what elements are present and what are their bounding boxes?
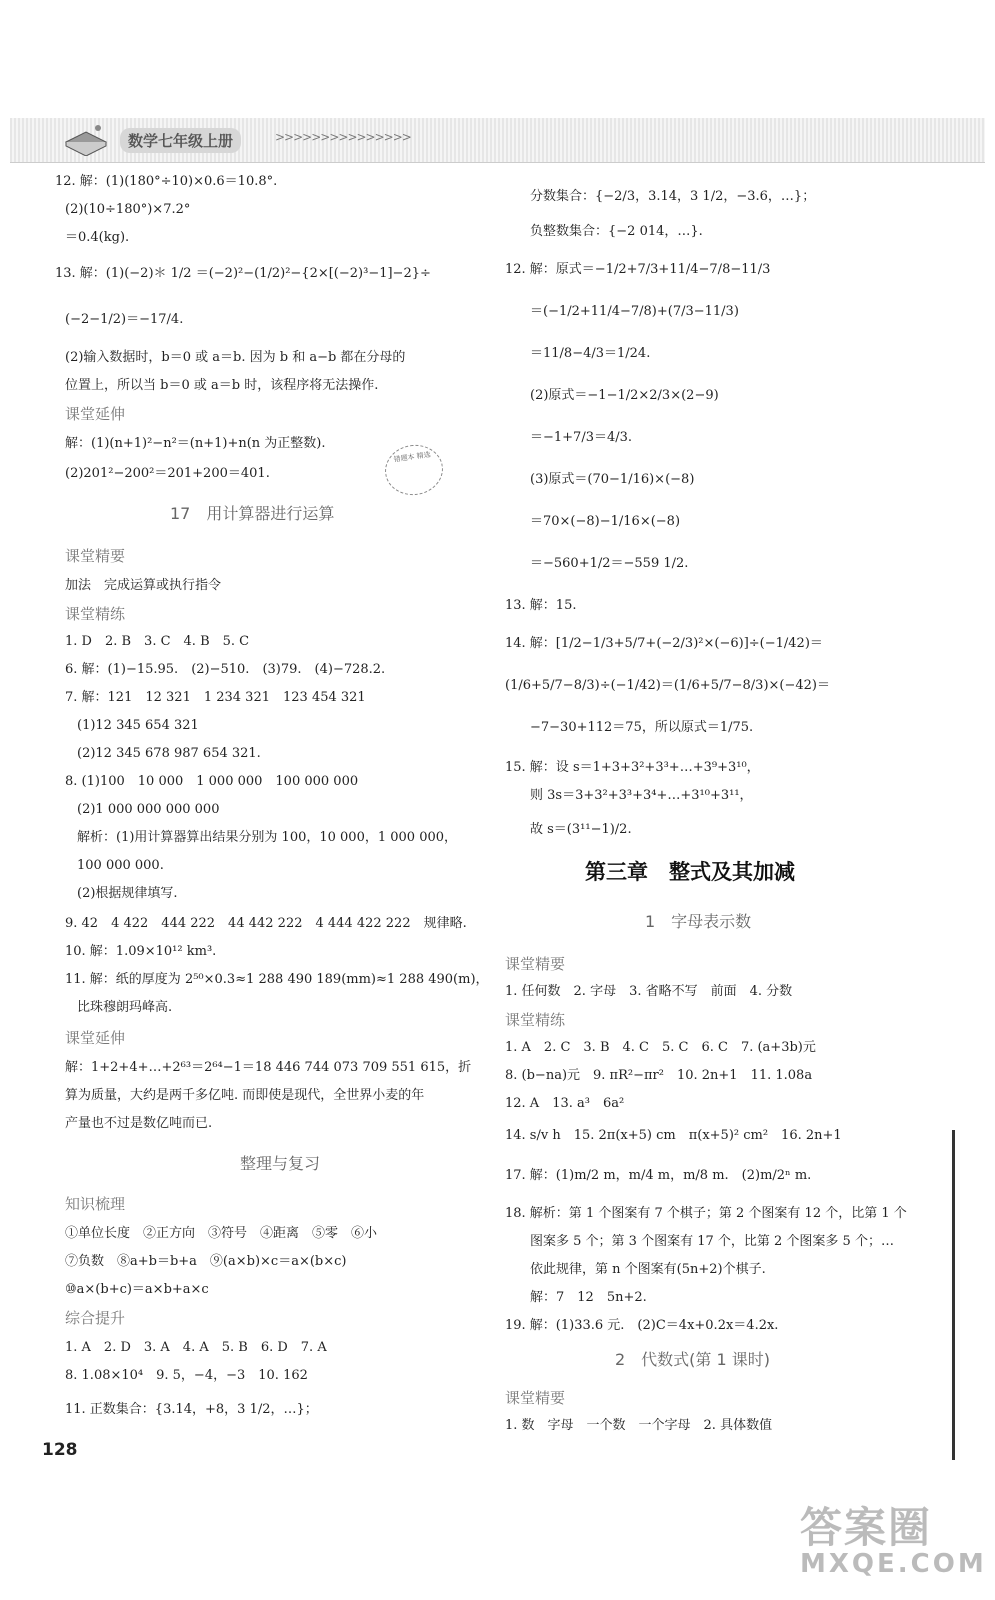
lesson-title: 整理与复习 — [240, 1154, 321, 1173]
section-heading: 课堂延伸 — [65, 1029, 126, 1047]
answer-line: ⑦负数 ⑧a+b＝b+a ⑨(a×b)×c＝a×(b×c) — [65, 1254, 347, 1269]
answer-line: 1. D 2. B 3. C 4. B 5. C — [65, 634, 250, 649]
answer-line: 解析：(1)用计算器算出结果分别为 100，10 000，1 000 000， — [77, 830, 458, 845]
answer-line: 1. 数 字母 一个数 一个字母 2. 具体数值 — [505, 1418, 773, 1433]
answer-line: 13. 解：(1)(−2)＊ 1/2 ＝(−2)²−(1/2)²−{2×[(−2)³−1]−2}÷ — [55, 266, 431, 281]
answer-line: (2)(10÷180°)×7.2° — [65, 202, 191, 217]
answer-line: (2)根据规律填写. — [77, 886, 178, 901]
answer-line: 1. 任何数 2. 字母 3. 省略不写 前面 4. 分数 — [505, 984, 793, 999]
answer-line: 8. (b−na)元 9. πR²−πr² 10. 2n+1 11. 1.08a — [505, 1068, 813, 1083]
answer-line: 产量也不过是数亿吨而已. — [65, 1116, 213, 1131]
lesson-title: 17 用计算器进行运算 — [170, 504, 335, 523]
answer-line: 1. A 2. C 3. B 4. C 5. C 6. C 7. (a+3b)元 — [505, 1040, 816, 1055]
answer-line: ＝−560+1/2＝−559 1/2. — [530, 556, 689, 571]
answer-line: 解：(1)(n+1)²−n²＝(n+1)+n(n 为正整数). — [65, 436, 326, 451]
watermark-url: MXQE.COM — [800, 1549, 987, 1579]
answer-line: 17. 解：(1)m/2 m，m/4 m，m/8 m. (2)m/2ⁿ m. — [505, 1168, 812, 1183]
answer-line: 12. A 13. a³ 6a² — [505, 1096, 625, 1111]
answer-line: 算为质量，大约是两千多亿吨. 而即使是现代，全世界小麦的年 — [65, 1088, 425, 1103]
section-heading: 综合提升 — [65, 1309, 126, 1327]
answer-line: 19. 解：(1)33.6 元. (2)C＝4x+0.2x＝4.2x. — [505, 1318, 779, 1333]
answer-line: (2)原式＝−1−1/2×2/3×(2−9) — [530, 388, 719, 403]
section-heading: 知识梳理 — [65, 1195, 126, 1213]
answer-line: −7−30+112＝75，所以原式＝1/75. — [530, 720, 754, 735]
answer-line: 12. 解：原式＝−1/2+7/3+11/4−7/8−11/3 — [505, 262, 771, 277]
book-icon — [62, 120, 110, 156]
answer-line: 1. A 2. D 3. A 4. A 5. B 6. D 7. A — [65, 1340, 327, 1355]
answer-line: (2)12 345 678 987 654 321. — [77, 746, 261, 761]
watermark-text: 答案圈 — [800, 1503, 933, 1552]
chapter-title: 第三章 整式及其加减 — [585, 860, 795, 884]
answer-line: 比珠穆朗玛峰高. — [77, 1000, 173, 1015]
answer-line: 11. 解：纸的厚度为 2⁵⁰×0.3≈1 288 490 189(mm)≈1 288 490(m)， — [65, 972, 489, 987]
section-heading: 课堂精要 — [505, 955, 566, 973]
answer-line: 6. 解：(1)−15.95. (2)−510. (3)79. (4)−728.2. — [65, 662, 386, 677]
answer-line: 14. s/v h 15. 2π(x+5) cm π(x+5)² cm² 16. 2n+1 — [505, 1128, 842, 1143]
answer-line: 依此规律，第 n 个图案有(5n+2)个棋子. — [530, 1262, 766, 1277]
answer-line: 加法 完成运算或执行指令 — [65, 578, 222, 593]
answer-line: (2)201²−200²＝201+200＝401. — [65, 466, 270, 481]
answer-line: 故 s＝(3¹¹−1)/2. — [530, 822, 632, 837]
answer-line: 15. 解：设 s＝1+3+3²+3³+…+3⁹+3¹⁰， — [505, 760, 760, 775]
page-edge-line — [952, 1130, 955, 1460]
answer-line: (2)输入数据时，b＝0 或 a＝b. 因为 b 和 a−b 都在分母的 — [65, 350, 406, 365]
answer-line: 分数集合：{−2/3，3.14，3 1/2，−3.6，…}； — [530, 189, 816, 204]
section-heading: 课堂精要 — [65, 547, 126, 565]
answer-line: 位置上，所以当 b＝0 或 a＝b 时，该程序将无法操作. — [65, 378, 379, 393]
stamp-mark: 错题本 精选 — [382, 441, 446, 499]
answer-line: 负整数集合：{−2 014，…}. — [530, 224, 703, 239]
answer-line: ＝11/8−4/3＝1/24. — [530, 346, 651, 361]
answer-line: 图案多 5 个；第 3 个图案有 17 个，比第 2 个图案多 5 个；… — [530, 1234, 894, 1249]
section-heading: 课堂精练 — [505, 1011, 566, 1029]
answer-line: ＝0.4(kg). — [65, 230, 130, 245]
answer-line: 100 000 000. — [77, 858, 164, 873]
answer-line: ①单位长度 ②正方向 ③符号 ④距离 ⑤零 ⑥小 — [65, 1226, 378, 1241]
header-decoration: >>>>>>>>>>>>>>> — [275, 130, 411, 144]
answer-line: 18. 解析：第 1 个图案有 7 个棋子；第 2 个图案有 12 个，比第 1 个 — [505, 1206, 907, 1221]
lesson-title: 1 字母表示数 — [645, 912, 752, 931]
answer-line: (2)1 000 000 000 000 — [77, 802, 220, 817]
answer-line: (−2−1/2)＝−17/4. — [65, 312, 184, 327]
answer-line: 解：1+2+4+…+2⁶³＝2⁶⁴−1＝18 446 744 073 709 551 615，折 — [65, 1060, 472, 1075]
watermark — [800, 1495, 987, 1579]
answer-line: 13. 解：15. — [505, 598, 577, 613]
answer-line: 12. 解：(1)(180°÷10)×0.6＝10.8°. — [55, 174, 278, 189]
book-title: 数学七年级上册 — [120, 128, 241, 153]
page-header — [10, 118, 985, 163]
section-heading: 课堂延伸 — [65, 405, 126, 423]
answer-line: (1/6+5/7−8/3)÷(−1/42)＝(1/6+5/7−8/3)×(−42)＝ — [505, 678, 830, 693]
answer-line: ＝(−1/2+11/4−7/8)+(7/3−11/3) — [530, 304, 739, 319]
answer-line: 14. 解：[1/2−1/3+5/7+(−2/3)²×(−6)]÷(−1/42)＝ — [505, 636, 823, 651]
page-number: 128 — [42, 1440, 78, 1460]
answer-line: 9. 42 4 422 444 222 44 442 222 4 444 422 222 规律略. — [65, 916, 467, 931]
answer-line: 8. (1)100 10 000 1 000 000 100 000 000 — [65, 774, 359, 789]
answer-line: ＝70×(−8)−1/16×(−8) — [530, 514, 681, 529]
answer-line: (1)12 345 654 321 — [77, 718, 199, 733]
answer-line: 则 3s＝3+3²+3³+3⁴+…+3¹⁰+3¹¹， — [530, 788, 753, 803]
section-heading: 课堂精要 — [505, 1389, 566, 1407]
answer-line: ＝−1+7/3＝4/3. — [530, 430, 633, 445]
answer-line: ⑩a×(b+c)＝a×b+a×c — [65, 1282, 209, 1297]
section-heading: 课堂精练 — [65, 605, 126, 623]
answer-line: 7. 解：121 12 321 1 234 321 123 454 321 — [65, 690, 366, 705]
answer-line: 解：7 12 5n+2. — [530, 1290, 647, 1305]
answer-line: 8. 1.08×10⁴ 9. 5，−4，−3 10. 162 — [65, 1368, 308, 1383]
lesson-title: 2 代数式(第 1 课时) — [615, 1350, 771, 1369]
answer-line: (3)原式＝(70−1/16)×(−8) — [530, 472, 695, 487]
answer-line: 10. 解：1.09×10¹² km³. — [65, 944, 217, 959]
answer-line: 11. 正数集合：{3.14，+8，3 1/2，…}； — [65, 1402, 318, 1417]
